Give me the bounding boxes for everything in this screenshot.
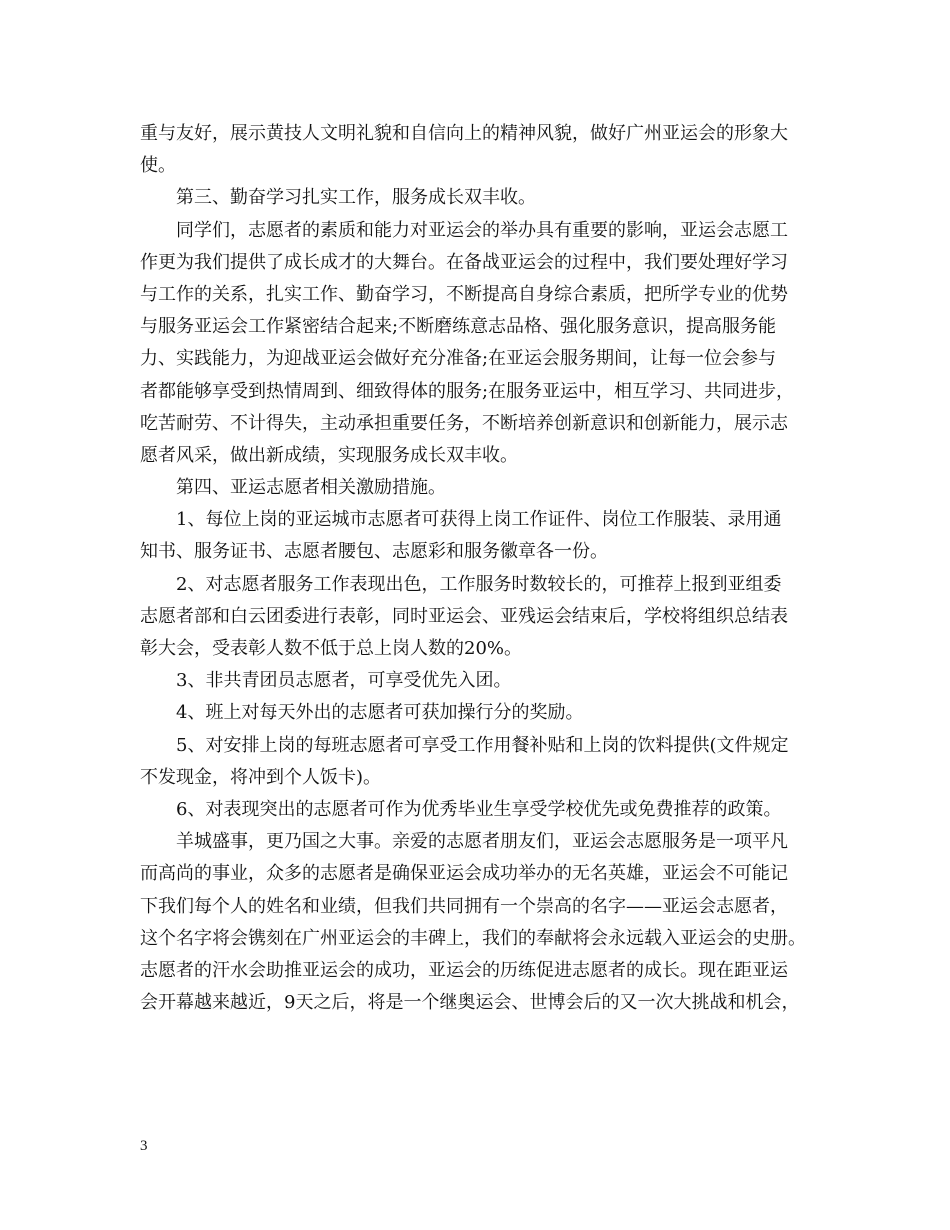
text-line: 愿者风采，做出新成绩，实现服务成长双丰收。 <box>140 444 518 466</box>
page-number: 3 <box>140 1138 148 1154</box>
text-line: 5、对安排上岗的每班志愿者可享受工作用餐补贴和上岗的饮料提供(文件规定 <box>176 734 789 756</box>
text-line: 2、对志愿者服务工作表现出色，工作服务时数较长的，可推荐上报到亚组委 <box>176 573 782 595</box>
text-line: 羊城盛事，更乃国之大事。亲爱的志愿者朋友们，亚运会志愿服务是一项平凡 <box>176 831 788 853</box>
text-line: 彰大会，受表彰人数不低于总上岗人数的20%。 <box>140 638 523 659</box>
text-line: 第四、亚运志愿者相关激励措施。 <box>176 477 446 499</box>
text-line: 作更为我们提供了成长成才的大舞台。在备战亚运会的过程中，我们要处理好学习 <box>140 251 788 273</box>
text-line: 这个名字将会镌刻在广州亚运会的丰碑上，我们的奉献将会永远载入亚运会的史册。 <box>140 927 806 949</box>
text-line: 与工作的关系，扎实工作、勤奋学习，不断提高自身综合素质，把所学专业的优势 <box>140 283 788 305</box>
text-line: 志愿者部和白云团委进行表彰，同时亚运会、亚残运会结束后，学校将组织总结表 <box>140 605 788 627</box>
text-line: 力、实践能力，为迎战亚运会做好充分准备;在亚运会服务期间，让每一位会参与 <box>140 348 777 370</box>
text-line: 者都能够享受到热情周到、细致得体的服务;在服务亚运中，相互学习、共同进步， <box>140 380 795 402</box>
text-line: 1、每位上岗的亚运城市志愿者可获得上岗工作证件、岗位工作服装、录用通 <box>176 509 782 531</box>
text-line: 下我们每个人的姓名和业绩，但我们共同拥有一个崇高的名字——亚运会志愿者， <box>140 895 788 917</box>
text-line: 而高尚的事业，众多的志愿者是确保亚运会成功举办的无名英雄，亚运会不可能记 <box>140 863 788 885</box>
text-line: 与服务亚运会工作紧密结合起来;不断磨练意志品格、强化服务意识，提高服务能 <box>140 316 777 338</box>
text-line: 使。 <box>140 155 176 177</box>
document-body <box>140 118 830 1019</box>
text-line: 不发现金，将冲到个人饭卡)。 <box>140 766 382 788</box>
text-line: 吃苦耐劳、不计得失，主动承担重要任务，不断培养创新意识和创新能力，展示志 <box>140 412 788 434</box>
text-line: 重与友好，展示黄技人文明礼貌和自信向上的精神风貌，做好广州亚运会的形象大 <box>140 123 788 144</box>
text-line: 志愿者的汗水会助推亚运会的成功，亚运会的历练促进志愿者的成长。现在距亚运 <box>140 959 788 981</box>
text-line: 知书、服务证书、志愿者腰包、志愿彩和服务徽章各一份。 <box>140 541 608 563</box>
text-line: 6、对表现突出的志愿者可作为优秀毕业生享受学校优先或免费推荐的政策。 <box>176 798 782 820</box>
text-line: 同学们，志愿者的素质和能力对亚运会的举办具有重要的影响，亚运会志愿工 <box>176 219 788 241</box>
text-line: 第三、勤奋学习扎实工作，服务成长双丰收。 <box>176 187 536 209</box>
text-line: 4、班上对每天外出的志愿者可获加操行分的奖励。 <box>176 702 584 724</box>
text-line: 3、非共青团员志愿者，可享受优先入团。 <box>176 670 512 692</box>
text-line: 会开幕越来越近，9天之后，将是一个继奥运会、世博会后的又一次大挑战和机会， <box>140 992 800 1014</box>
